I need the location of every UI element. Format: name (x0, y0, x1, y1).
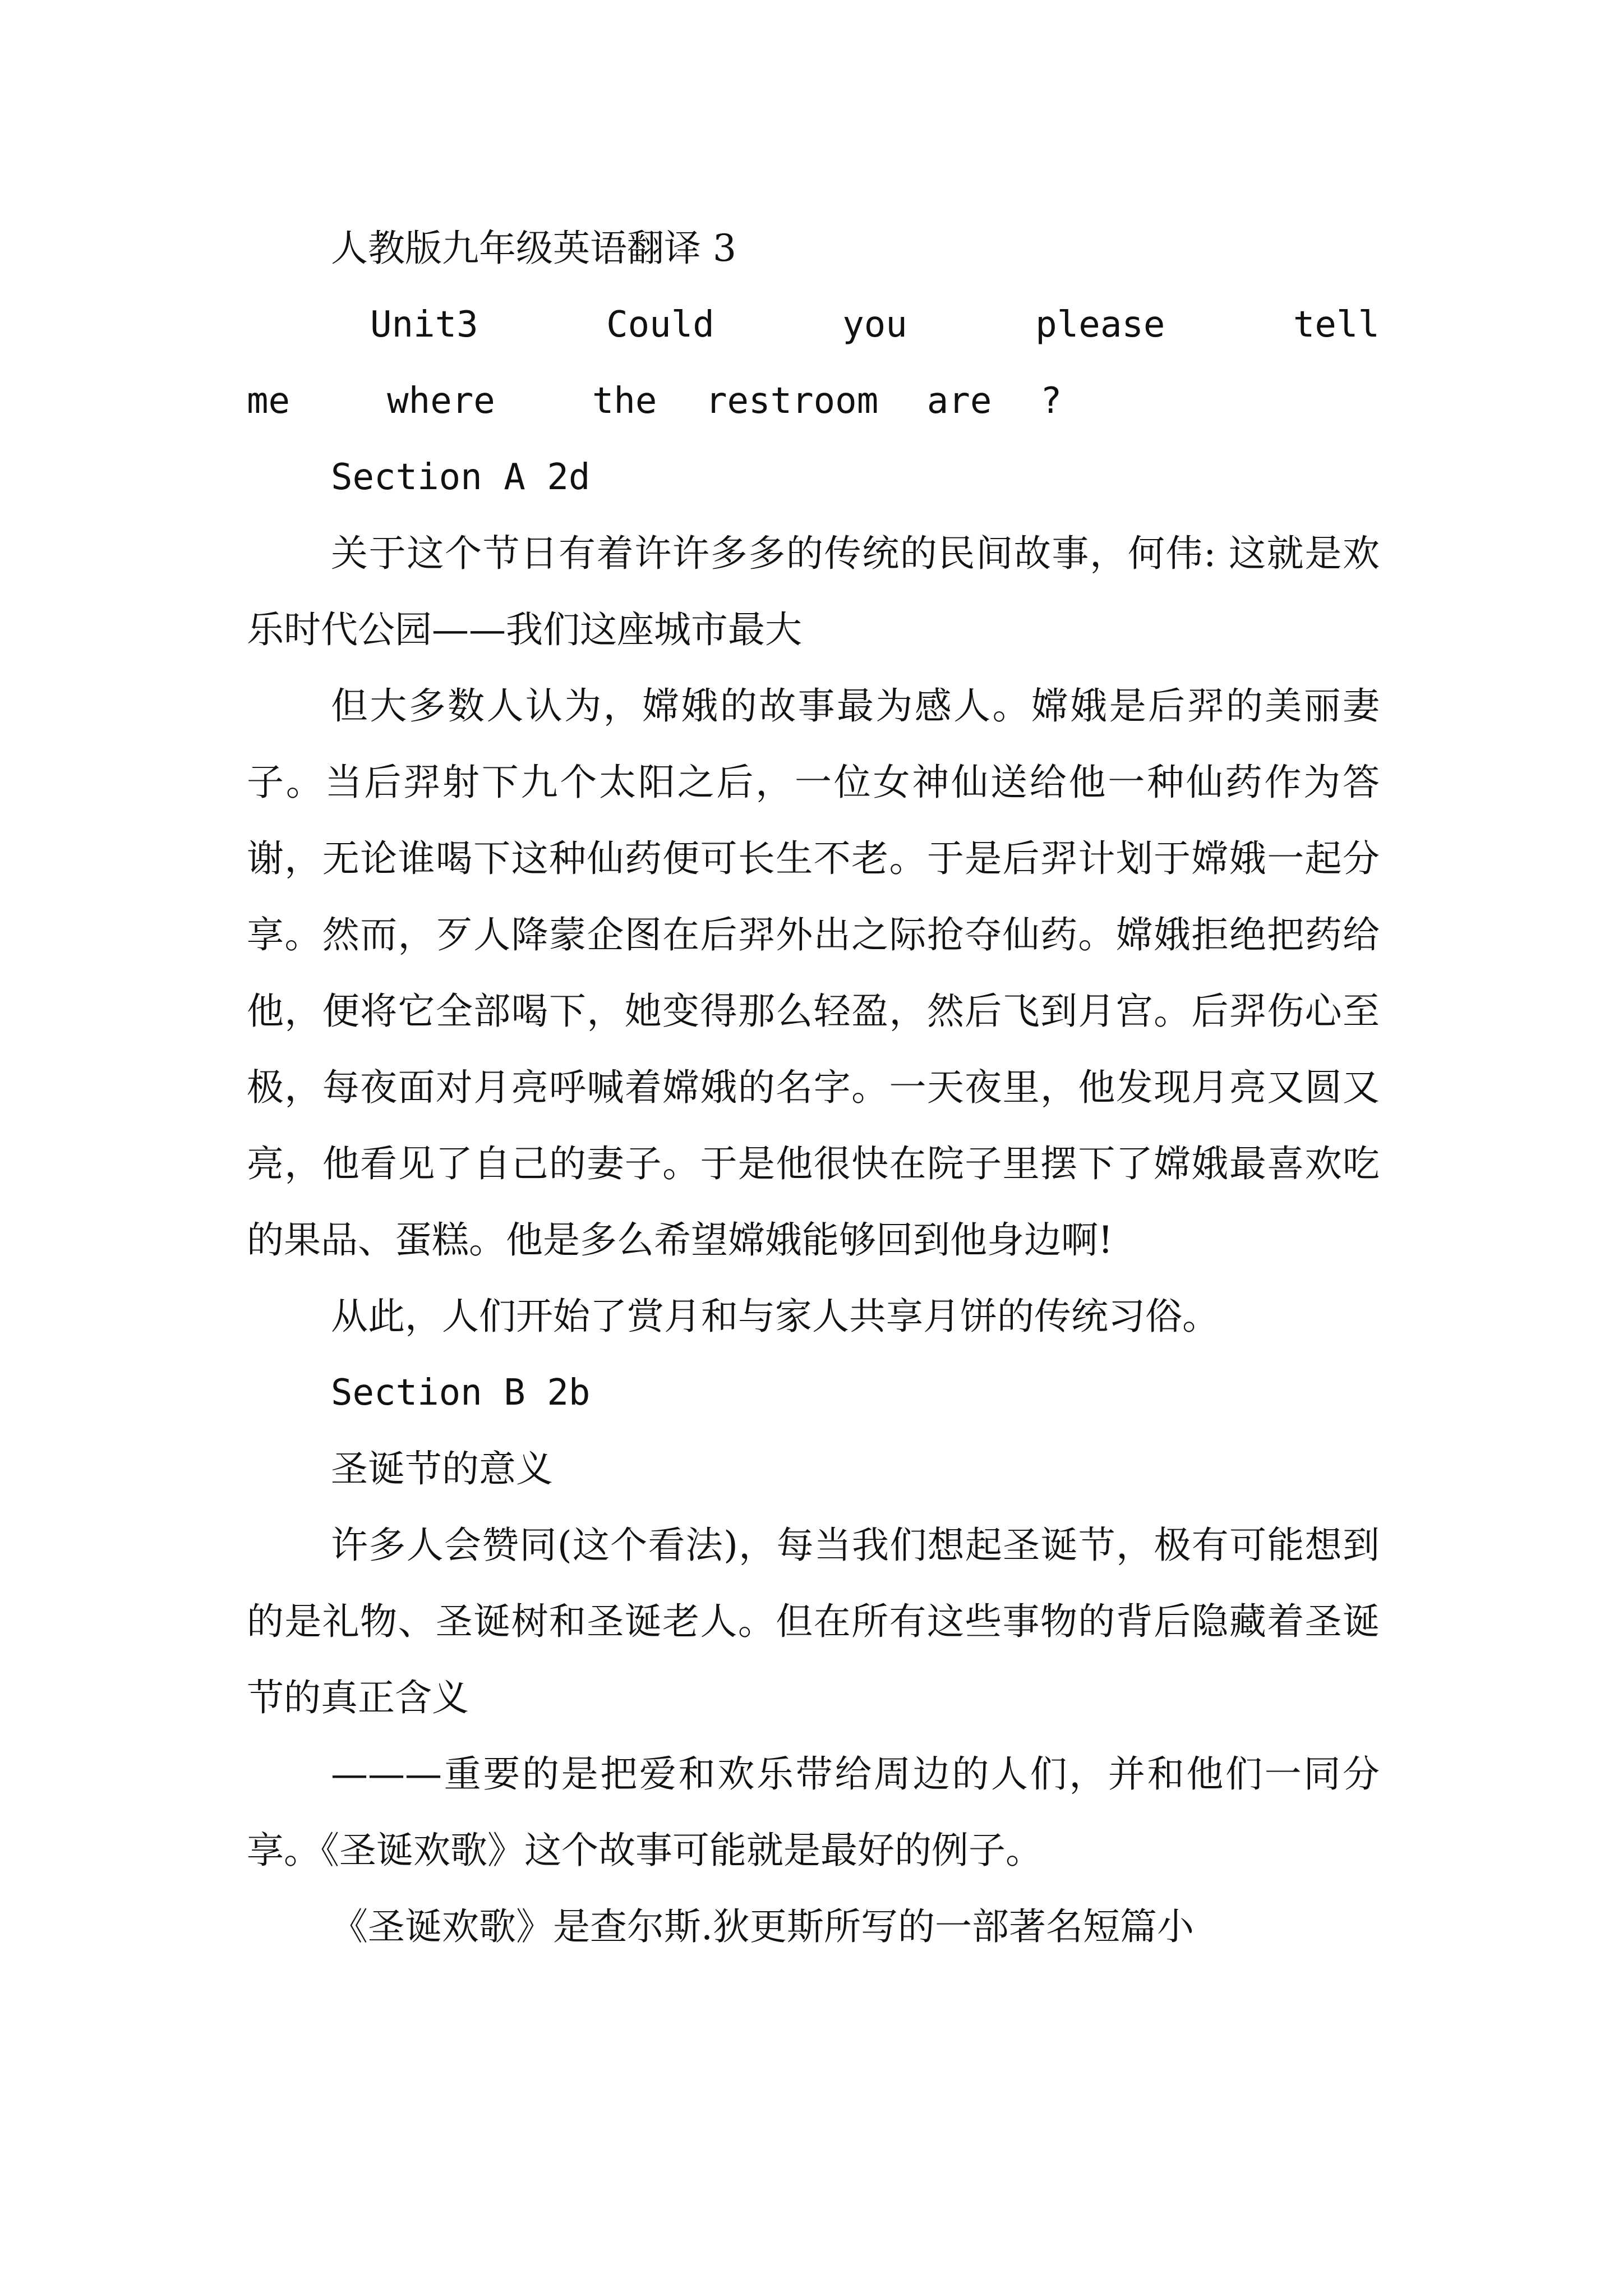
section-a-heading: Section A 2d (331, 457, 591, 498)
document-title: 人教版九年级英语翻译 3 (331, 227, 736, 270)
paragraph-christmas-sharing: ———重要的是把爱和欢乐带给周边的人们，并和他们一同分享。《圣诞欢歌》这个故事可能就是最好的例子。 (247, 1752, 1380, 1872)
paragraph-christmas-meaning: 许多人会赞同(这个看法)，每当我们想起圣诞节，极有可能想到的是礼物、圣诞树和圣诞老人。但在所有这些事物的背后隐藏着圣诞节的真正含义 (247, 1524, 1380, 1719)
paragraph-change-story: 但大多数人认为，嫦娥的故事最为感人。嫦娥是后羿的美丽妻子。当后羿射下九个太阳之后，一位女神仙送给他一种仙药作为答谢，无论谁喝下这种仙药便可长生不老。于是后羿计划于嫦娥一起分享。然而，歹人降蒙企图在后羿外出之际抢夺仙药。嫦娥拒绝把药给他，便将它全部喝下，她变得那么轻盈，然后飞到月宫。后羿伤心至极，每夜面对月亮呼喊着嫦娥的名字。一天夜里，他发现月亮又圆又亮，他看见了自己的妻子。于是他很快在院子里摆下了嫦娥最喜欢吃的果品、蛋糕。他是多么希望嫦娥能够回到他身边啊! (247, 684, 1380, 1262)
document-body (247, 210, 1477, 1965)
paragraph-tradition: 从此，人们开始了赏月和与家人共享月饼的传统习俗。 (331, 1295, 1219, 1338)
unit-title: Unit3 Could you please tell me where the restroom are ? (247, 304, 1477, 422)
paragraph-christmas-carol: 《圣诞欢歌》是查尔斯.狄更斯所写的一部著名短篇小 (331, 1905, 1194, 1948)
section-b-title: 圣诞节的意义 (331, 1447, 553, 1490)
paragraph-festival-intro: 关于这个节日有着许许多多的传统的民间故事，何伟: 这就是欢乐时代公园——我们这座城市最大 (247, 532, 1380, 651)
section-b-heading: Section B 2b (331, 1372, 591, 1414)
